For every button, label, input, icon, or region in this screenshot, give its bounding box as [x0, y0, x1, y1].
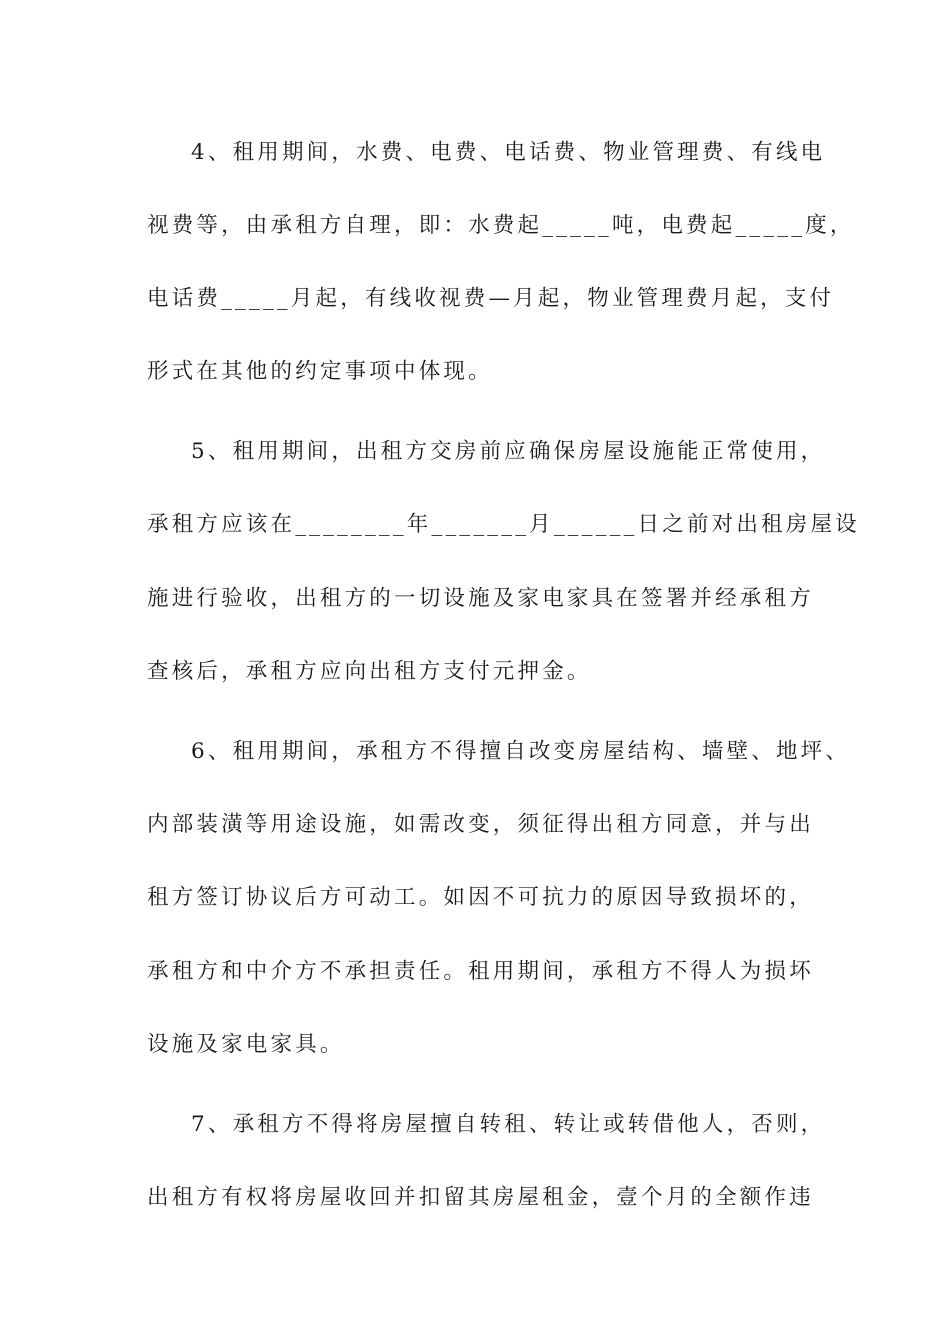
- clause-7-line-2: 出租方有权将房屋收回并扣留其房屋租金，壹个月的全额作违: [147, 1185, 814, 1210]
- clause-5-line-4: 查核后，承租方应向出租方支付元押金。: [147, 659, 592, 684]
- clause-4-line-1: 4、租用期间，水费、电费、电话费、物业管理费、有线电: [191, 140, 826, 165]
- clause-6-line-2: 内部装潢等用途设施，如需改变，须征得出租方同意，并与出: [147, 812, 814, 837]
- clause-6-line-3: 租方签订协议后方可动工。如因不可抗力的原因导致损坏的，: [147, 885, 814, 910]
- clause-5-line-1: 5、租用期间，出租方交房前应确保房屋设施能正常使用，: [191, 439, 826, 464]
- clause-4-line-3: 电话费_____月起，有线收视费—月起，物业管理费月起，支付: [147, 286, 835, 311]
- clause-6-line-5: 设施及家电家具。: [147, 1032, 345, 1057]
- clause-5-line-3: 施进行验收，出租方的一切设施及家电家具在签署并经承租方: [147, 586, 814, 611]
- clause-5-line-2: 承租方应该在________年_______月______日之前对出租房屋设: [147, 512, 860, 537]
- clause-4-line-2: 视费等，由承租方自理，即：水费起_____吨，电费起_____度，: [147, 213, 855, 238]
- clause-4-line-4: 形式在其他的约定事项中体现。: [147, 359, 493, 384]
- clause-6-line-4: 承租方和中介方不承担责任。租用期间，承租方不得人为损坏: [147, 959, 814, 984]
- clause-7-line-1: 7、承租方不得将房屋擅自转租、转让或转借他人，否则，: [191, 1112, 826, 1137]
- clause-6-line-1: 6、租用期间，承租方不得擅自改变房屋结构、墙壁、地坪、: [191, 739, 851, 764]
